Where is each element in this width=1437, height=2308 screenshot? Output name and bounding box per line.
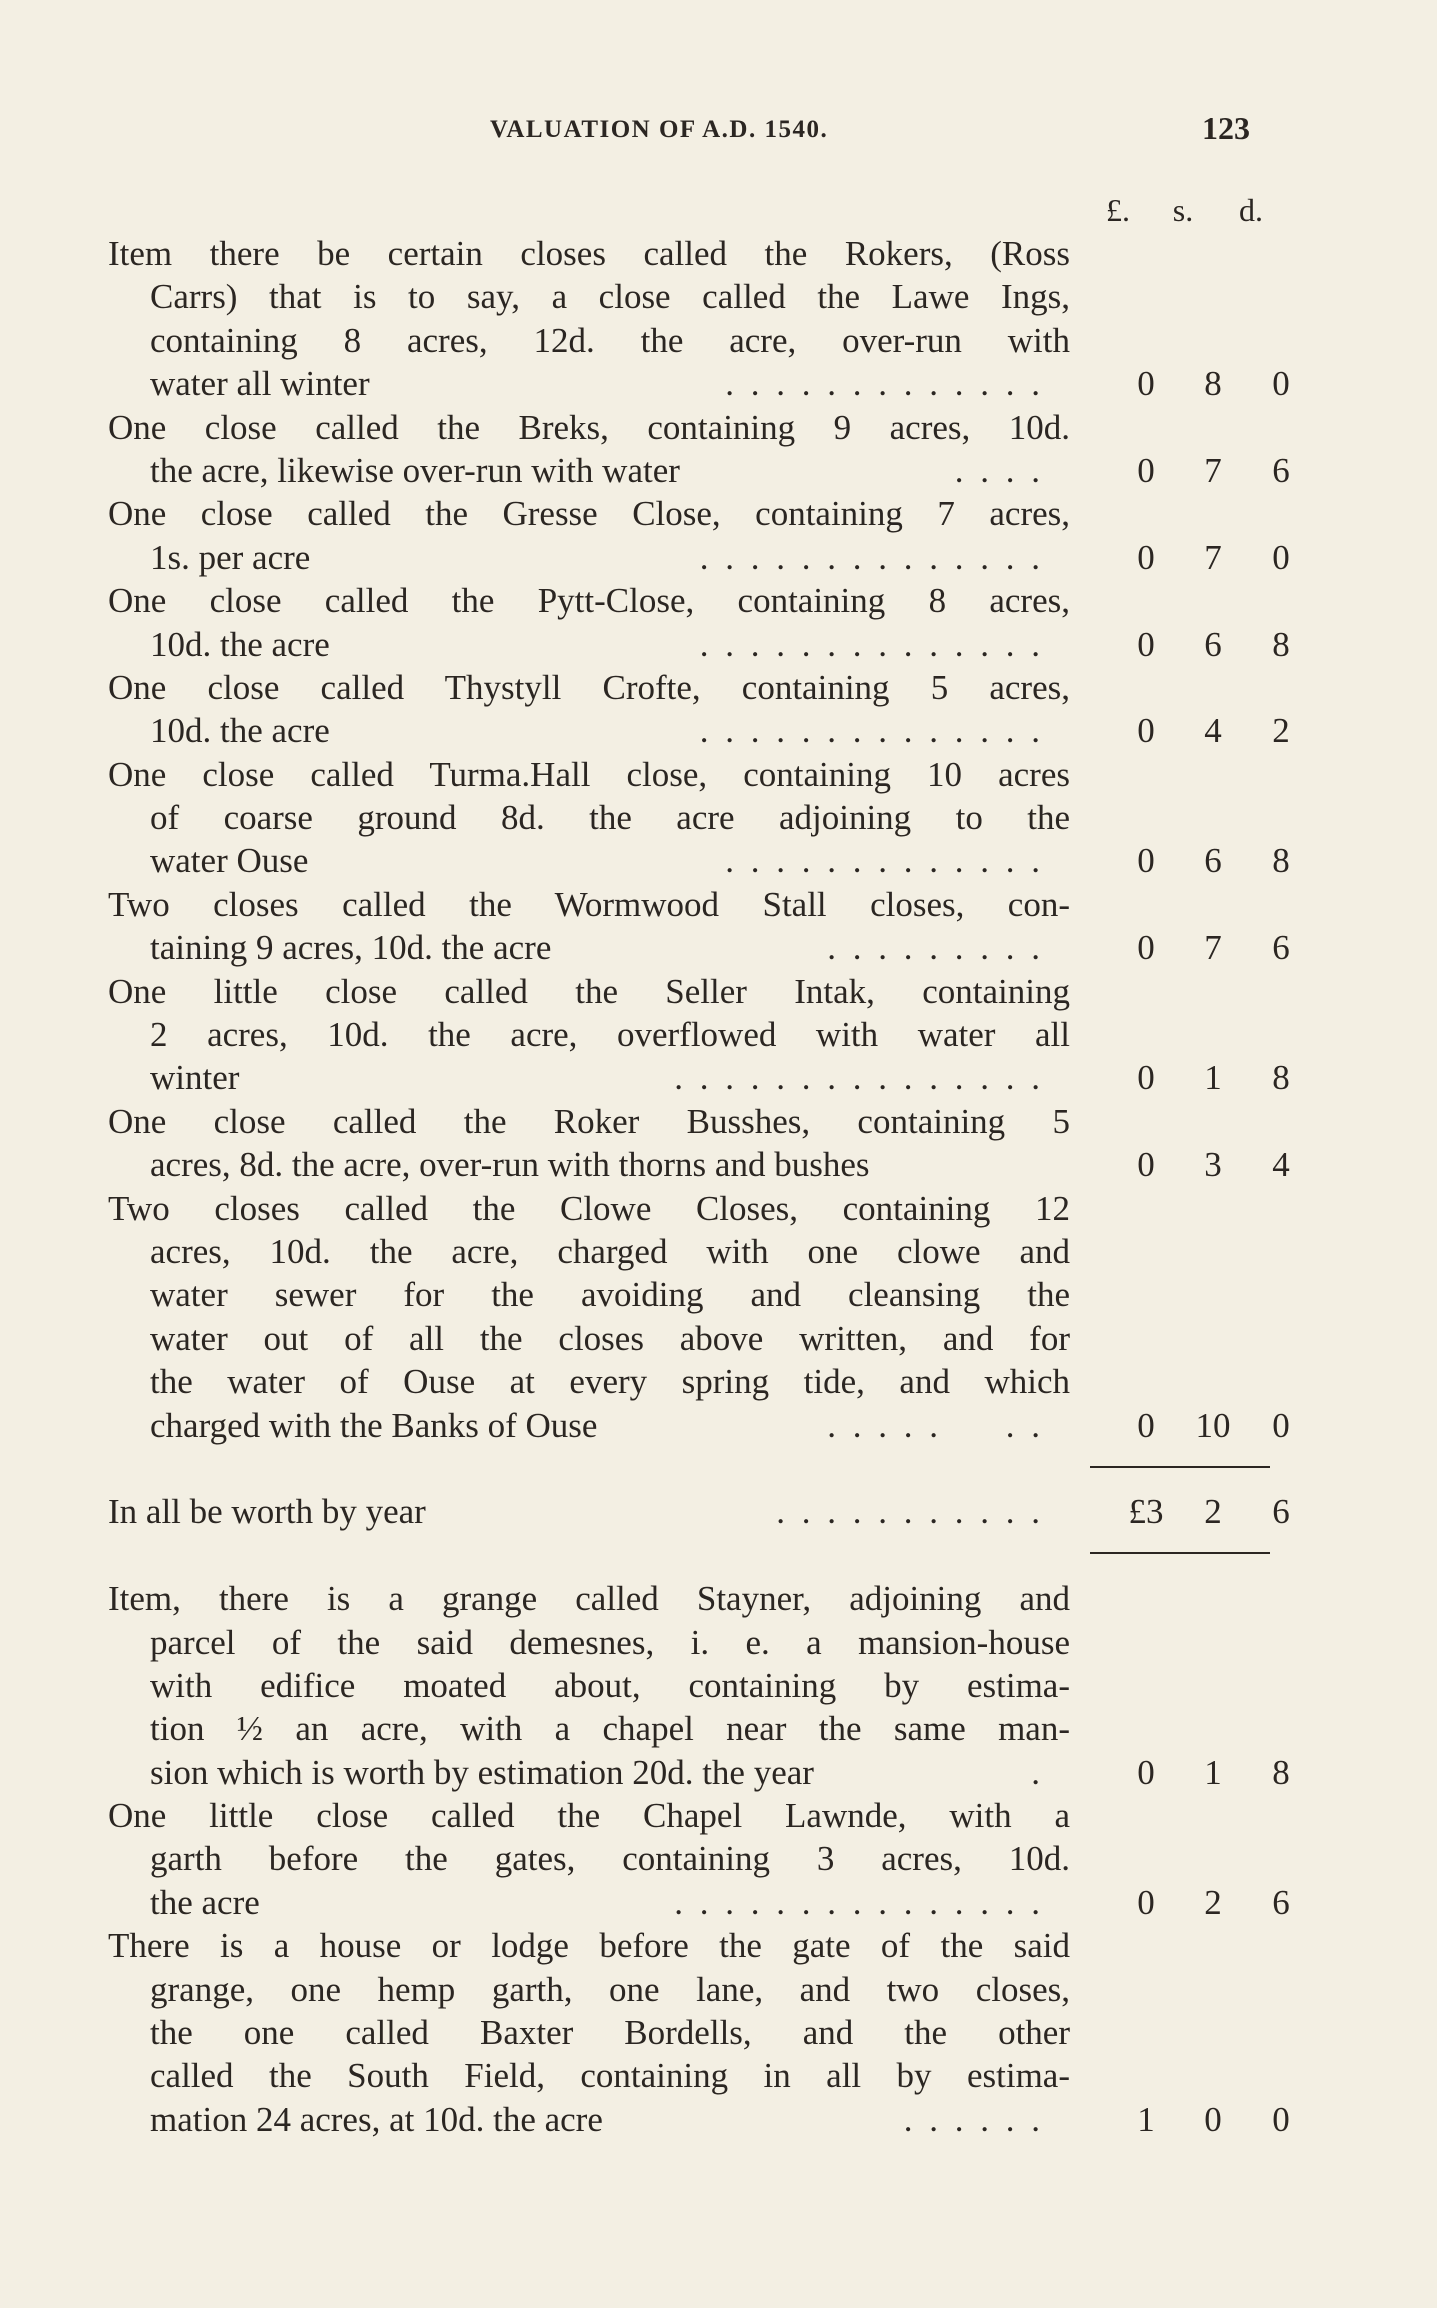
pence-value: 2: [1272, 711, 1290, 751]
amount-line: 10d. the acre . . . . . . . . . . . . . . 0 4 2: [108, 709, 1278, 752]
text-line: Item, there is a grange called Stayner, adjoining and: [108, 1579, 1070, 1619]
pounds-value: 0: [1137, 841, 1155, 881]
pence-value: 8: [1272, 1752, 1290, 1792]
text-line: tion ½ an acre, with a chapel near the same man-: [150, 1709, 1070, 1749]
shillings-column-header: s.: [1172, 192, 1194, 228]
pence-value: 8: [1272, 624, 1290, 664]
pence-value: 0: [1272, 364, 1290, 404]
pence-value: 6: [1272, 1882, 1290, 1922]
text-line: One close called the Gresse Close, containing 7 acres,: [108, 494, 1070, 534]
pounds-column-header: £.: [1106, 192, 1130, 228]
text-line: One close called the Pytt-Close, containing 8 acres,: [108, 581, 1070, 621]
amount-line: charged with the Banks of Ouse . . . . . . . 0 10 0: [108, 1404, 1278, 1447]
text-line: acres, 10d. the acre, charged with one clowe and: [150, 1231, 1070, 1271]
dot-leader: . . . . . . . . . . . . . .: [699, 537, 1044, 577]
shillings-value: 1: [1204, 1752, 1222, 1792]
shillings-value: 7: [1204, 537, 1222, 577]
amount-line: water all winter . . . . . . . . . . . . . 0 8 0: [108, 362, 1278, 405]
page-number: 123: [1202, 110, 1250, 146]
dot-leader: . . . . . . . . . . . . .: [725, 364, 1044, 404]
spacer: [108, 1447, 1278, 1490]
dot-leader: . . . . . . . . . . .: [776, 1492, 1044, 1532]
text-line: water out of all the closes above written, and for: [150, 1318, 1070, 1358]
shillings-value: 4: [1204, 711, 1222, 751]
amount-line: taining 9 acres, 10d. the acre . . . . . . . . . 0 7 6: [108, 926, 1278, 969]
text-line: water sewer for the avoiding and cleansing the: [150, 1275, 1070, 1315]
dot-leader: . . . . . . . . . . . . . .: [699, 711, 1044, 751]
shillings-value: 8: [1204, 364, 1222, 404]
dot-leader: . . . . . . . . . . . . .: [725, 841, 1044, 881]
text-line: 2 acres, 10d. the acre, overflowed with water all: [150, 1015, 1070, 1055]
dot-leader: . . . . . . . . . . . . . .: [699, 624, 1044, 664]
pence-value: 8: [1272, 841, 1290, 881]
currency-column-headers: [0, 192, 1437, 236]
text-line: of coarse ground 8d. the acre adjoining to the: [150, 798, 1070, 838]
shillings-value: 1: [1204, 1058, 1222, 1098]
total-rule-top: [1090, 1466, 1270, 1468]
dot-leader: . . . . . .: [903, 2099, 1044, 2139]
text-line: the water of Ouse at every spring tide, and which: [150, 1362, 1070, 1402]
text-line: grange, one hemp garth, one lane, and two closes,: [150, 1969, 1070, 2009]
pence-column-header: d.: [1239, 192, 1263, 228]
shillings-value: 10: [1195, 1405, 1231, 1445]
text-line: Two closes called the Wormwood Stall closes, con-: [108, 884, 1070, 924]
running-head: [0, 108, 1270, 152]
spacer: [108, 1534, 1278, 1577]
pounds-value: 0: [1137, 1405, 1155, 1445]
text-line: One little close called the Chapel Lawnde, with a: [108, 1796, 1070, 1836]
amount-line: 10d. the acre . . . . . . . . . . . . . . 0 6 8: [108, 623, 1278, 666]
amount-line: mation 24 acres, at 10d. the acre . . . . . . 1 0 0: [108, 2098, 1278, 2141]
text-line: Carrs) that is to say, a close called the Lawe Ings,: [150, 277, 1070, 317]
dot-leader: . . . . . . . . . . . . . . .: [674, 1882, 1044, 1922]
pence-value: 0: [1272, 537, 1290, 577]
pence-value: 6: [1272, 928, 1290, 968]
valuation-text: [108, 232, 1290, 2141]
pounds-value: 0: [1137, 928, 1155, 968]
text-line: the one called Baxter Bordells, and the other: [150, 2013, 1070, 2053]
text-line: There is a house or lodge before the gate of the said: [108, 1926, 1070, 1966]
pounds-value: 0: [1137, 711, 1155, 751]
pounds-value: 0: [1137, 1752, 1155, 1792]
shillings-value: 2: [1204, 1882, 1222, 1922]
text-line: One close called Thystyll Crofte, containing 5 acres,: [108, 667, 1070, 707]
pence-value: 0: [1272, 1405, 1290, 1445]
text-line: Item there be certain closes called the Rokers, (Ross: [108, 234, 1070, 273]
shillings-value: 6: [1204, 841, 1222, 881]
total-pounds-value: £3: [1128, 1492, 1164, 1532]
pounds-value: 0: [1137, 1058, 1155, 1098]
text-line: One little close called the Seller Intak, containing: [108, 971, 1070, 1011]
dot-leader: .: [1031, 1752, 1044, 1792]
pounds-value: 0: [1137, 1882, 1155, 1922]
total-pence-value: 6: [1272, 1492, 1290, 1532]
shillings-value: 3: [1204, 1145, 1222, 1185]
text-line: One close called the Breks, containing 9 acres, 10d.: [108, 407, 1070, 447]
pence-value: 6: [1272, 450, 1290, 490]
shillings-value: 6: [1204, 624, 1222, 664]
text-line: called the South Field, containing in all by estima-: [150, 2056, 1070, 2096]
text-line: One close called the Roker Busshes, containing 5: [108, 1101, 1070, 1141]
amount-line: the acre, likewise over-run with water . . . . 0 7 6: [108, 449, 1278, 492]
text-line: with edifice moated about, containing by estima-: [150, 1665, 1070, 1705]
shillings-value: 0: [1204, 2099, 1222, 2139]
text-line: Two closes called the Clowe Closes, containing 12: [108, 1188, 1070, 1228]
pounds-value: 0: [1137, 624, 1155, 664]
total-rule-bottom: [1090, 1552, 1270, 1554]
amount-line: 1s. per acre . . . . . . . . . . . . . . 0 7 0: [108, 536, 1278, 579]
running-title: VALUATION OF A.D. 1540.: [490, 116, 829, 143]
text-line: One close called Turma.Hall close, containing 10 acres: [108, 754, 1070, 794]
amount-line: winter . . . . . . . . . . . . . . . 0 1 8: [108, 1056, 1278, 1099]
pence-value: 8: [1272, 1058, 1290, 1098]
amount-line: the acre . . . . . . . . . . . . . . . 0 2 6: [108, 1881, 1278, 1924]
dot-leader: . . . .: [954, 450, 1044, 490]
shillings-value: 7: [1204, 450, 1222, 490]
total-shillings-value: 2: [1204, 1492, 1222, 1532]
pounds-value: 0: [1137, 1145, 1155, 1185]
pence-value: 4: [1272, 1145, 1290, 1185]
amount-line: water Ouse . . . . . . . . . . . . . 0 6 8: [108, 839, 1278, 882]
text-line: garth before the gates, containing 3 acres, 10d.: [150, 1839, 1070, 1879]
pounds-value: 0: [1137, 537, 1155, 577]
pounds-value: 0: [1137, 364, 1155, 404]
dot-leader: . . . . . . . . . . . . . . .: [674, 1058, 1044, 1098]
pounds-value: 1: [1137, 2099, 1155, 2139]
text-line: containing 8 acres, 12d. the acre, over-run with: [150, 320, 1070, 360]
pounds-value: 0: [1137, 450, 1155, 490]
pence-value: 0: [1272, 2099, 1290, 2139]
amount-line: sion which is worth by estimation 20d. the year . 0 1 8: [108, 1751, 1278, 1794]
amount-line: acres, 8d. the acre, over-run with thorns and bushes 0 3 4: [108, 1143, 1278, 1186]
text-line: parcel of the said demesnes, i. e. a mansion-house: [150, 1622, 1070, 1662]
dot-leader: . . . . . . . . .: [827, 928, 1044, 968]
dot-leader: . . . . . . .: [827, 1405, 1044, 1445]
total-line: In all be worth by year . . . . . . . . . . . £3 2 6: [108, 1490, 1278, 1533]
shillings-value: 7: [1204, 928, 1222, 968]
